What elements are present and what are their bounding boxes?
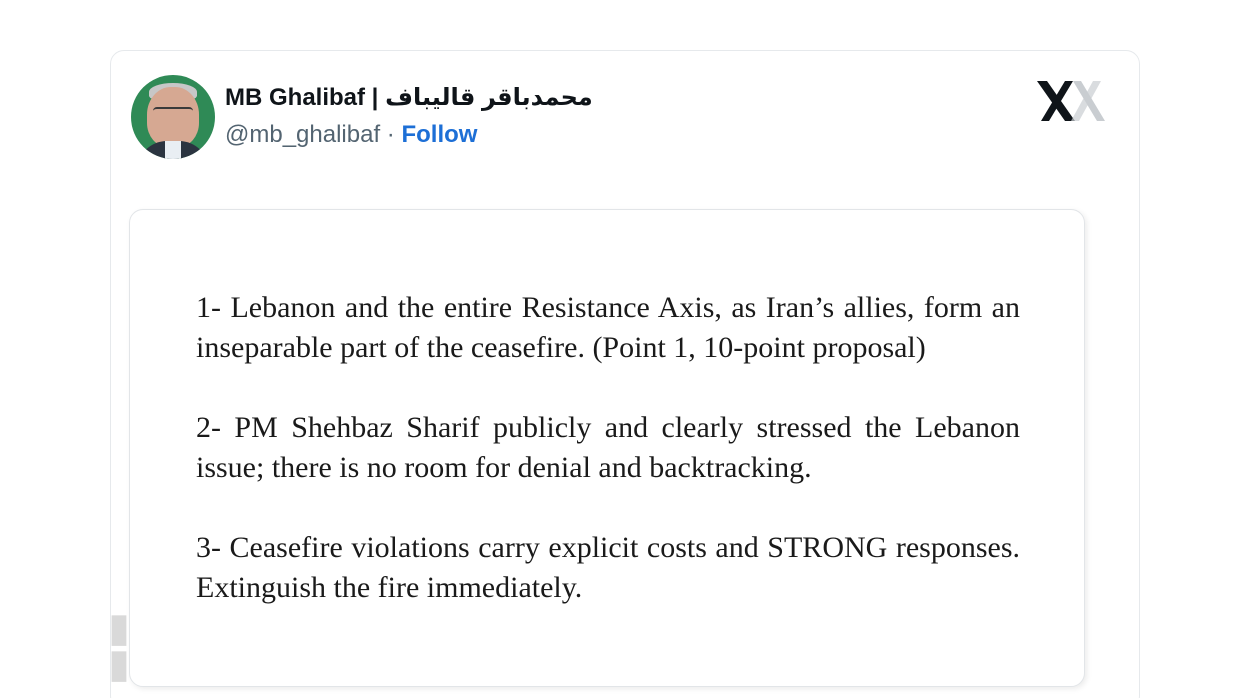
x-logo-svg [1035, 79, 1107, 123]
avatar-glasses [153, 107, 193, 117]
author-info [225, 83, 593, 151]
background-edge-artifact: ▮ ▮ [108, 605, 131, 686]
statement-points [196, 288, 1020, 648]
avatar-shirt [165, 141, 181, 159]
avatar-face [147, 87, 199, 147]
x-logo-icon[interactable] [1035, 79, 1107, 123]
author-avatar[interactable] [131, 75, 215, 159]
tweet-header [131, 75, 593, 159]
author-handle-row [225, 119, 593, 151]
handle-separator: · [380, 121, 402, 148]
statement-point-3: 3- Ceasefire violations carry explicit costs and STRONG responses. Extinguish the fire immediately. [196, 531, 1020, 604]
follow-button[interactable]: Follow [401, 121, 478, 148]
statement-point-2: 2- PM Shehbaz Sharif publicly and clearly stressed the Lebanon issue; there is no room for denial and backtracking. [196, 411, 1020, 484]
statement-point-1: 1- Lebanon and the entire Resistance Axis, as Iran’s allies, form an inseparable part of the ceasefire. (Point 1, 10-point proposal) [196, 291, 1020, 364]
author-handle[interactable]: @mb_ghalibaf [225, 121, 381, 148]
tweet-embed-card[interactable] [110, 50, 1140, 698]
author-display-name[interactable]: MB Ghalibaf | محمدباقر قالیباف [225, 84, 593, 111]
tweet-image-text-box [129, 209, 1085, 687]
